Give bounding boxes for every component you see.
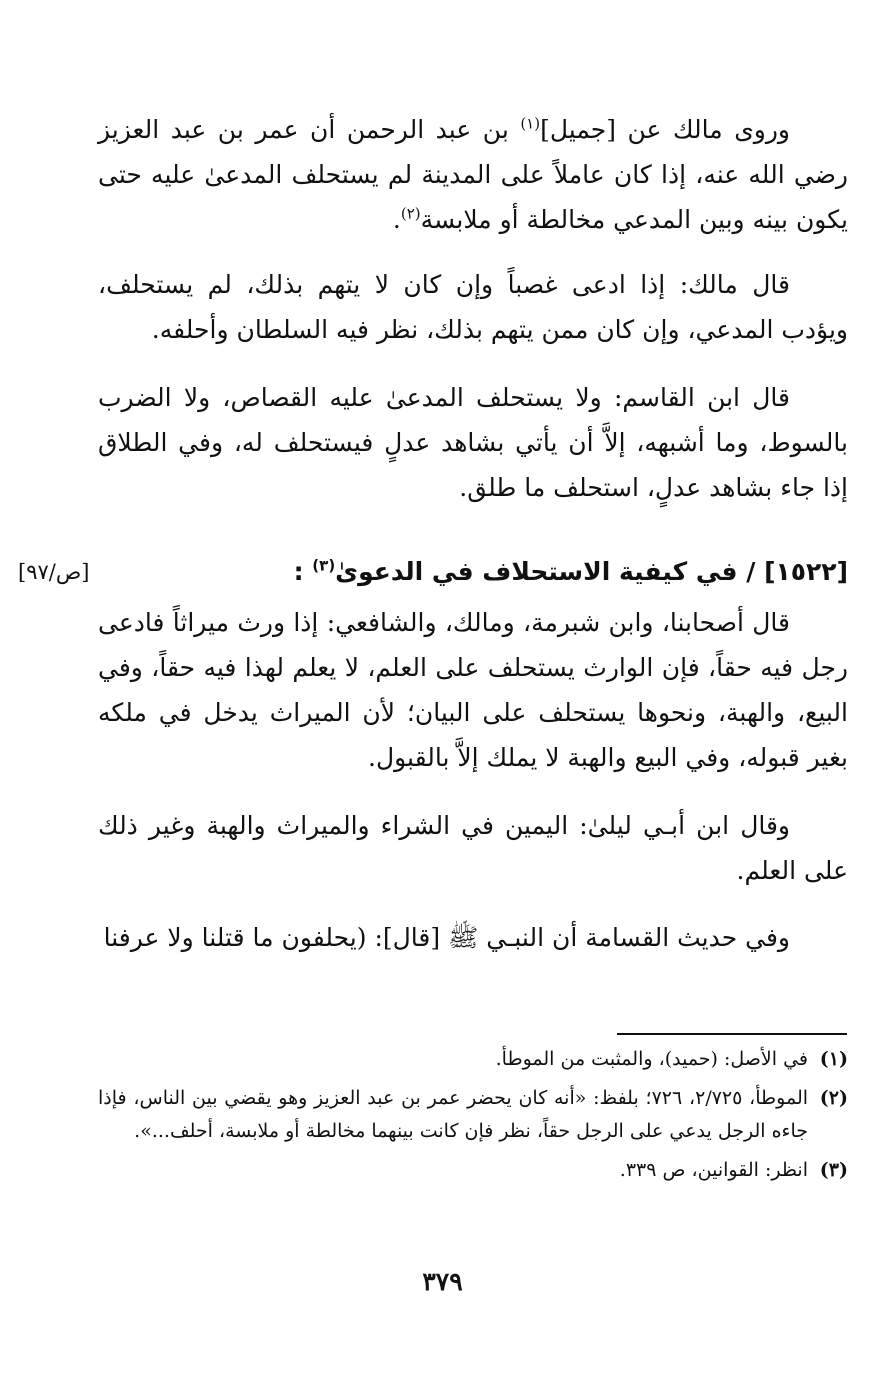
footnote-text: انظر: القوانين، ص ٣٣٩. [619, 1159, 808, 1181]
footnote-text: في الأصل: (حميد)، والمثبت من الموطأ. [495, 1048, 808, 1070]
page-number: ٣٧٩ [422, 1267, 463, 1296]
section-heading-row [18, 550, 848, 594]
paragraph-qasama-hadith: وفي حديث القسامة أن النبـي ﷺ [قال]: (يحلفون ما قتلنا ولا عرفنا [103, 923, 790, 952]
paragraph-malik-narration [98, 107, 848, 242]
footnote-1 [98, 1043, 848, 1076]
paragraph-end: . [392, 205, 401, 234]
paragraph-text: وروى مالك عن [جميل] [540, 115, 790, 144]
section-heading [294, 550, 848, 594]
footnote-3 [98, 1154, 848, 1187]
page-reference: [ص/٩٧] [18, 560, 90, 584]
paragraph-malik-ruling: قال مالك: إذا ادعى غصباً وإن كان لا يتهم بذلك، لم يستحلف، ويؤدب المدعي، وإن كان ممن يتهم بذلك، نظر فيه السلطان وأحلفه. [98, 270, 848, 344]
paragraph-inheritance-oath: قال أصحابنا، وابن شبرمة، ومالك، والشافعي: إذا ورث ميراثاً فادعى رجل فيه حقاً، فإن الوارث يستحلف على العلم، لا يعلم لهذا فيه حقاً، وفي البيع، والهبة، ونحوها يستحلف على البيان؛ لأن الميراث يدخل في ملكه بغير قبوله، وفي البيع والهبة لا يملك إلاَّ بالقبول. [98, 608, 848, 772]
footnotes [98, 1043, 848, 1193]
footnote-ref-2[interactable]: (٢) [400, 204, 421, 223]
footnote-2 [98, 1082, 848, 1148]
footnote-separator [617, 1033, 847, 1035]
footnote-text: الموطأ، ٢/٧٢٥، ٧٢٦؛ بلفظ: «أنه كان يحضر عمر بن عبد العزيز وهو يقضي بين الناس، فإذا جاءه الرجل يدعي على الرجل حقاً، نظر فإن كانت بينهما مخالطة أو ملابسة، أحلف...». [98, 1087, 809, 1142]
section-title: في كيفية الاستحلاف في الدعوىٰ [335, 557, 738, 586]
paragraph-ibn-alqasim: قال ابن القاسم: ولا يستحلف المدعىٰ عليه القصاص، ولا الضرب بالسوط، وما أشبهه، إلاَّ أن يأتي بشاهد عدلٍ فيستحلف له، وفي الطلاق إذا جاء بشاهد عدلٍ، استحلف ما طلق. [98, 383, 848, 502]
footnote-ref-1[interactable]: (١) [520, 114, 541, 133]
section-slash: / [746, 557, 756, 586]
footnote-number: (٣) [819, 1159, 848, 1181]
footnote-number: (٢) [819, 1087, 848, 1109]
footnote-number: (١) [819, 1048, 848, 1070]
section-colon: : [293, 557, 304, 586]
paragraph-ibn-abi-layla: وقال ابن أبـي ليلىٰ: اليمين في الشراء والميراث والهبة وغير ذلك على العلم. [98, 811, 848, 885]
section-number: [١٥٢٢] [764, 557, 848, 586]
footnote-ref-3[interactable]: (٣) [312, 556, 336, 575]
paragraph-text: بن عبد الرحمن أن عمر بن عبد العزيز رضي الله عنه، إذا كان عاملاً على المدينة لم يستحلف المدعىٰ عليه حتى يكون بينه وبين المدعي مخالطة أو ملابسة [98, 115, 848, 234]
